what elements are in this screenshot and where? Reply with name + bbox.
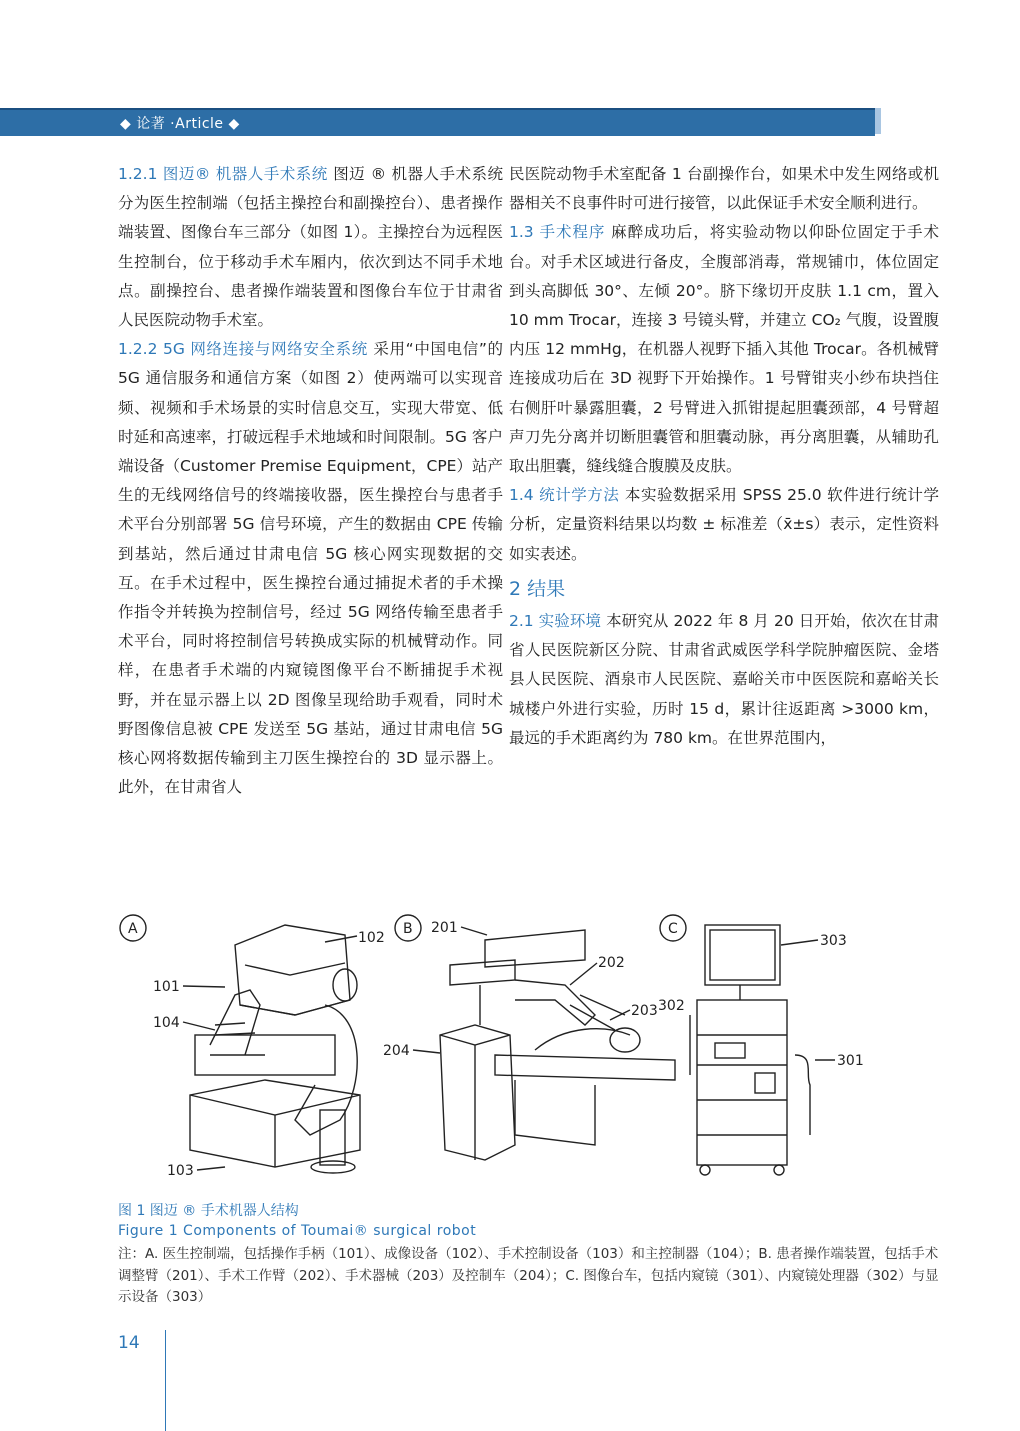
leader-103 bbox=[197, 1167, 225, 1170]
callout-103: 103 bbox=[167, 1163, 194, 1179]
leader-104 bbox=[183, 1022, 215, 1030]
section-1-3-title: 1.3 手术程序 bbox=[509, 223, 606, 242]
patient-cart-drawing bbox=[440, 930, 675, 1160]
section-label: ◆ 论著 ·Article ◆ bbox=[120, 116, 240, 132]
panel-a-label: A bbox=[128, 921, 138, 937]
header-banner-edge bbox=[875, 108, 881, 134]
callout-202: 202 bbox=[598, 955, 625, 971]
footer-divider bbox=[165, 1330, 166, 1431]
surgeon-console-drawing bbox=[190, 925, 360, 1173]
panel-c-label: C bbox=[668, 921, 678, 937]
section-2-1 bbox=[509, 607, 939, 753]
continued-paragraph: 民医院动物手术室配备 1 台副操作台，如果术中发生网络或机器相关不良事件时可进行接管，以此保证手术安全顺利进行。 bbox=[509, 165, 939, 213]
figure-note: 注：A. 医生控制端，包括操作手柄（101）、成像设备（102）、手术控制设备（103）和主控制器（104）；B. 患者操作端装置，包括手术调整臂（201）、手术工作臂（202）、手术器械（203）及控制车（204）；C. 图像台车，包括内窥镜（301）、内窥镜处理器（302）与显示设备（303） bbox=[118, 1246, 939, 1305]
callout-104: 104 bbox=[153, 1015, 180, 1031]
leader-201 bbox=[461, 927, 487, 935]
callout-201: 201 bbox=[431, 920, 458, 936]
leader-102 bbox=[325, 936, 357, 942]
section-1-3 bbox=[509, 218, 939, 481]
section-1-2-1-body: 图迈 ® 机器人手术系统分为医生控制端（包括主操控台和副操控台）、患者操作端装置、图像台车三部分（如图 1）。主操控台为远程医生控制台，位于移动手术车厢内，依次到达不同手术地点。副操控台、患者操作端装置和图像台车位于甘肃省人民医院动物手术室。 bbox=[118, 165, 503, 330]
section-2-1-title: 2.1 实验环境 bbox=[509, 612, 602, 631]
panel-b-label: B bbox=[403, 921, 413, 937]
section-1-3-body: 麻醉成功后，将实验动物以仰卧位固定于手术台。对手术区域进行备皮，全腹部消毒，常规铺巾，体位固定到头高脚低 30°、左倾 20°。脐下缘切开皮肤 1.1 cm，置入 10 mm Trocar，连接 3 号镜头臂，并建立 CO₂ 气腹，设置腹内压 12 mmHg，在机器人视野下插入其他 Trocar。各机械臂连接成功后在 3D 视野下开始操作。1 号臂钳夹小纱布块挡住右侧肝叶暴露胆囊，2 号臂进入抓钳提起胆囊颈部，4 号臂超声刀先分离并切断胆囊管和胆囊动脉，再分离胆囊，从辅助孔取出胆囊，缝线缝合腹膜及皮肤。 bbox=[509, 223, 939, 476]
leader-101 bbox=[183, 986, 225, 987]
section-1-2-2-body: 采用“中国电信”的 5G 通信服务和通信方案（如图 2）使两端可以实现音频、视频和手术场景的实时信息交互，实现大带宽、低时延和高速率，打破远程手术地域和时间限制。5G 客户端设备（Customer Premise Equipment，CPE）站产生的无线网络信号的终端接收器，医生操控台与患者手术平台分别部署 5G 信号环境，产生的数据由 CPE 传输到基站，然后通过甘肃电信 5G 核心网实现数据的交互。在手术过程中，医生操控台通过捕捉术者的手术操作指令并转换为控制信号，经过 5G 网络传输至患者手术平台，同时将控制信号转换成实际的机械臂动作。同样，在患者手术端的内窥镜图像平台不断捕捉手术视野，并在显示器上以 2D 图像呈现给助手观看，同时术野图像信息被 CPE 发送至 5G 基站，通过甘肃电信 5G 核心网将数据传输到主刀医生操控台的 3D 显示器上。此外，在甘肃省人 bbox=[118, 340, 503, 797]
leader-202 bbox=[570, 963, 597, 985]
section-1-4-body: 本实验数据采用 SPSS 25.0 软件进行统计学分析，定量资料结果以均数 ± 标准差（x̄±s）表示，定性资料如实表述。 bbox=[509, 486, 939, 563]
section-2-title: 2 结果 bbox=[509, 577, 566, 600]
section-1-4-title: 1.4 统计学方法 bbox=[509, 486, 620, 505]
section-1-2-1-title: 1.2.1 图迈® 机器人手术系统 bbox=[118, 165, 328, 183]
section-1-2-1 bbox=[118, 160, 503, 335]
leader-203 bbox=[610, 1010, 630, 1020]
right-column bbox=[509, 160, 939, 753]
callout-303: 303 bbox=[820, 933, 847, 949]
figure-caption-cn: 图 1 图迈 ® 手术机器人结构 bbox=[118, 1203, 299, 1219]
section-1-4 bbox=[509, 481, 939, 569]
section-2-1-body: 本研究从 2022 年 8 月 20 日开始，依次在甘肃省人民医院新区分院、甘肃省武威医学科学院肿瘤医院、金塔县人民医院、酒泉市人民医院、嘉峪关市中医医院和嘉峪关长城楼户外进行实验，历时 15 d，累计往返距离 >3000 km，最远的手术距离约为 780 km。在世界范围内， bbox=[509, 612, 939, 747]
callout-301: 301 bbox=[837, 1053, 864, 1069]
leader-204 bbox=[413, 1050, 440, 1053]
leader-303 bbox=[781, 940, 818, 945]
left-column bbox=[118, 160, 503, 802]
section-1-2-2 bbox=[118, 335, 503, 802]
callout-203: 203 bbox=[631, 1003, 658, 1019]
figure-caption-en: Figure 1 Components of Toumai® surgical robot bbox=[118, 1223, 477, 1239]
callout-101: 101 bbox=[153, 979, 180, 995]
image-cart-drawing bbox=[690, 925, 810, 1175]
callout-204: 204 bbox=[383, 1043, 410, 1059]
callout-102: 102 bbox=[358, 930, 385, 946]
callout-302: 302 bbox=[658, 998, 685, 1014]
robot-figure bbox=[115, 905, 945, 1185]
page-number: 14 bbox=[118, 1333, 140, 1353]
section-1-2-2-title: 1.2.2 5G 网络连接与网络安全系统 bbox=[118, 340, 368, 359]
